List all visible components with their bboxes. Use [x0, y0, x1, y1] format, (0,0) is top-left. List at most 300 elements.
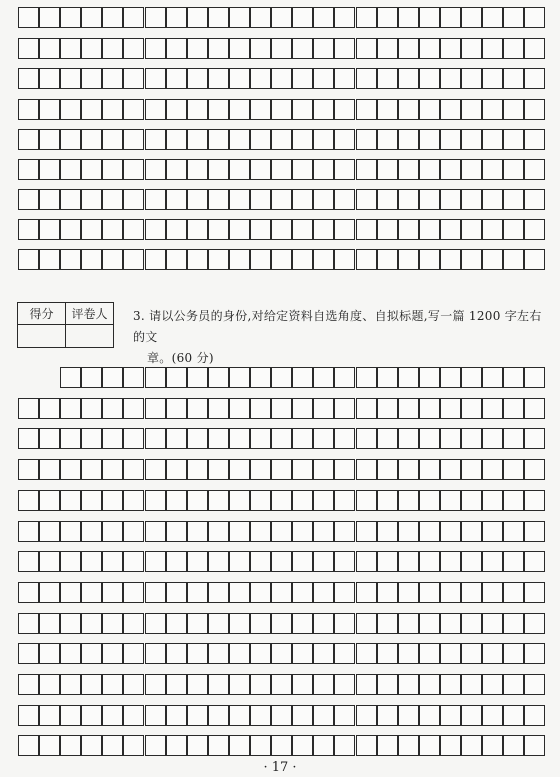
grid-cell[interactable]	[398, 490, 419, 511]
grid-cell[interactable]	[123, 159, 144, 180]
grid-cell[interactable]	[461, 582, 482, 603]
grid-cell[interactable]	[18, 38, 39, 59]
grid-cell[interactable]	[356, 582, 377, 603]
grid-cell[interactable]	[440, 367, 461, 388]
grid-cell[interactable]	[503, 7, 524, 28]
grid-cell[interactable]	[102, 219, 123, 240]
grid-cell[interactable]	[250, 159, 271, 180]
grid-cell[interactable]	[81, 38, 102, 59]
grid-cell[interactable]	[377, 705, 398, 726]
grid-cell[interactable]	[208, 7, 229, 28]
grid-cell[interactable]	[419, 249, 440, 270]
grid-cell[interactable]	[145, 367, 166, 388]
grid-cell[interactable]	[81, 398, 102, 419]
grid-cell[interactable]	[123, 459, 144, 480]
grid-cell[interactable]	[250, 735, 271, 756]
grid-cell[interactable]	[482, 68, 503, 89]
grid-cell[interactable]	[524, 7, 545, 28]
grid-cell[interactable]	[187, 674, 208, 695]
grid-cell[interactable]	[356, 398, 377, 419]
grid-cell[interactable]	[39, 428, 60, 449]
grid-cell[interactable]	[356, 735, 377, 756]
grid-cell[interactable]	[250, 367, 271, 388]
grid-cell[interactable]	[102, 582, 123, 603]
grid-cell[interactable]	[271, 521, 292, 542]
grid-cell[interactable]	[356, 68, 377, 89]
grid-cell[interactable]	[356, 129, 377, 150]
grid-cell[interactable]	[461, 367, 482, 388]
grid-cell[interactable]	[461, 459, 482, 480]
grid-cell[interactable]	[524, 219, 545, 240]
grid-cell[interactable]	[39, 68, 60, 89]
grid-cell[interactable]	[440, 613, 461, 634]
grid-cell[interactable]	[419, 159, 440, 180]
grid-cell[interactable]	[250, 219, 271, 240]
grid-cell[interactable]	[313, 38, 334, 59]
grid-cell[interactable]	[292, 159, 313, 180]
grid-cell[interactable]	[145, 674, 166, 695]
grid-cell[interactable]	[503, 705, 524, 726]
grid-cell[interactable]	[250, 7, 271, 28]
grid-cell[interactable]	[292, 68, 313, 89]
grid-cell[interactable]	[419, 582, 440, 603]
grid-cell[interactable]	[208, 705, 229, 726]
grid-cell[interactable]	[166, 398, 187, 419]
grid-cell[interactable]	[81, 582, 102, 603]
grid-cell[interactable]	[81, 129, 102, 150]
grid-cell[interactable]	[39, 159, 60, 180]
grid-cell[interactable]	[229, 674, 250, 695]
grid-cell[interactable]	[482, 674, 503, 695]
grid-cell[interactable]	[187, 68, 208, 89]
grid-cell[interactable]	[166, 159, 187, 180]
grid-cell[interactable]	[419, 7, 440, 28]
grid-cell[interactable]	[398, 189, 419, 210]
grid-cell[interactable]	[145, 129, 166, 150]
grid-cell[interactable]	[440, 398, 461, 419]
grid-cell[interactable]	[524, 68, 545, 89]
grid-cell[interactable]	[60, 428, 81, 449]
grid-cell[interactable]	[292, 674, 313, 695]
grid-cell[interactable]	[440, 459, 461, 480]
grid-cell[interactable]	[102, 735, 123, 756]
grid-cell[interactable]	[398, 99, 419, 120]
grid-cell[interactable]	[229, 367, 250, 388]
grid-cell[interactable]	[81, 99, 102, 120]
grid-cell[interactable]	[377, 521, 398, 542]
grid-cell[interactable]	[503, 99, 524, 120]
grid-cell[interactable]	[102, 249, 123, 270]
grid-cell[interactable]	[377, 68, 398, 89]
grid-cell[interactable]	[271, 7, 292, 28]
grid-cell[interactable]	[334, 68, 355, 89]
grid-cell[interactable]	[292, 367, 313, 388]
grid-cell[interactable]	[208, 38, 229, 59]
grid-cell[interactable]	[419, 613, 440, 634]
grid-cell[interactable]	[60, 674, 81, 695]
grid-cell[interactable]	[334, 613, 355, 634]
grid-cell[interactable]	[482, 7, 503, 28]
grid-cell[interactable]	[102, 159, 123, 180]
grid-cell[interactable]	[313, 521, 334, 542]
grid-cell[interactable]	[271, 459, 292, 480]
grid-cell[interactable]	[145, 490, 166, 511]
grid-cell[interactable]	[39, 674, 60, 695]
grader-cell[interactable]	[66, 325, 114, 348]
grid-cell[interactable]	[102, 521, 123, 542]
grid-cell[interactable]	[482, 367, 503, 388]
grid-cell[interactable]	[187, 613, 208, 634]
grid-cell[interactable]	[377, 129, 398, 150]
grid-cell[interactable]	[18, 189, 39, 210]
grid-cell[interactable]	[250, 99, 271, 120]
grid-cell[interactable]	[18, 99, 39, 120]
grid-cell[interactable]	[250, 613, 271, 634]
grid-cell[interactable]	[524, 735, 545, 756]
grid-cell[interactable]	[60, 249, 81, 270]
grid-cell[interactable]	[398, 159, 419, 180]
grid-cell[interactable]	[334, 735, 355, 756]
grid-cell[interactable]	[166, 7, 187, 28]
grid-cell[interactable]	[18, 674, 39, 695]
grid-cell[interactable]	[313, 398, 334, 419]
grid-cell[interactable]	[292, 490, 313, 511]
grid-cell[interactable]	[482, 459, 503, 480]
grid-cell[interactable]	[271, 249, 292, 270]
grid-cell[interactable]	[145, 551, 166, 572]
grid-cell[interactable]	[250, 459, 271, 480]
grid-cell[interactable]	[292, 129, 313, 150]
grid-cell[interactable]	[18, 7, 39, 28]
grid-cell[interactable]	[208, 367, 229, 388]
grid-cell[interactable]	[39, 219, 60, 240]
grid-cell[interactable]	[229, 490, 250, 511]
grid-cell[interactable]	[271, 159, 292, 180]
grid-cell[interactable]	[292, 249, 313, 270]
grid-cell[interactable]	[123, 99, 144, 120]
grid-cell[interactable]	[102, 129, 123, 150]
grid-cell[interactable]	[123, 428, 144, 449]
grid-cell[interactable]	[271, 367, 292, 388]
grid-cell[interactable]	[81, 459, 102, 480]
grid-cell[interactable]	[229, 159, 250, 180]
grid-cell[interactable]	[503, 735, 524, 756]
grid-cell[interactable]	[503, 521, 524, 542]
grid-cell[interactable]	[229, 219, 250, 240]
grid-cell[interactable]	[208, 189, 229, 210]
grid-cell[interactable]	[313, 613, 334, 634]
grid-cell[interactable]	[187, 643, 208, 664]
grid-cell[interactable]	[39, 582, 60, 603]
grid-cell[interactable]	[18, 643, 39, 664]
grid-cell[interactable]	[461, 613, 482, 634]
grid-cell[interactable]	[482, 249, 503, 270]
grid-cell[interactable]	[187, 159, 208, 180]
grid-cell[interactable]	[250, 490, 271, 511]
grid-cell[interactable]	[166, 459, 187, 480]
grid-cell[interactable]	[60, 551, 81, 572]
grid-cell[interactable]	[440, 68, 461, 89]
grid-cell[interactable]	[60, 613, 81, 634]
grid-cell[interactable]	[81, 189, 102, 210]
grid-cell[interactable]	[334, 219, 355, 240]
grid-cell[interactable]	[419, 129, 440, 150]
grid-cell[interactable]	[482, 129, 503, 150]
grid-cell[interactable]	[524, 428, 545, 449]
grid-cell[interactable]	[166, 219, 187, 240]
grid-cell[interactable]	[229, 38, 250, 59]
grid-cell[interactable]	[166, 735, 187, 756]
grid-cell[interactable]	[145, 613, 166, 634]
grid-cell[interactable]	[250, 398, 271, 419]
grid-cell[interactable]	[145, 735, 166, 756]
grid-cell[interactable]	[461, 674, 482, 695]
grid-cell[interactable]	[81, 428, 102, 449]
grid-cell[interactable]	[334, 459, 355, 480]
grid-cell[interactable]	[81, 249, 102, 270]
grid-cell[interactable]	[419, 705, 440, 726]
grid-cell[interactable]	[334, 129, 355, 150]
grid-cell[interactable]	[187, 219, 208, 240]
grid-cell[interactable]	[271, 189, 292, 210]
grid-cell[interactable]	[102, 7, 123, 28]
grid-cell[interactable]	[18, 219, 39, 240]
grid-cell[interactable]	[60, 189, 81, 210]
grid-cell[interactable]	[250, 68, 271, 89]
grid-cell[interactable]	[18, 551, 39, 572]
grid-cell[interactable]	[292, 189, 313, 210]
grid-cell[interactable]	[398, 7, 419, 28]
grid-cell[interactable]	[503, 159, 524, 180]
grid-cell[interactable]	[503, 674, 524, 695]
grid-cell[interactable]	[208, 582, 229, 603]
grid-cell[interactable]	[123, 367, 144, 388]
grid-cell[interactable]	[419, 99, 440, 120]
grid-cell[interactable]	[503, 459, 524, 480]
grid-cell[interactable]	[440, 99, 461, 120]
grid-cell[interactable]	[334, 159, 355, 180]
grid-cell[interactable]	[377, 159, 398, 180]
grid-cell[interactable]	[81, 490, 102, 511]
grid-cell[interactable]	[208, 219, 229, 240]
grid-cell[interactable]	[145, 189, 166, 210]
grid-cell[interactable]	[123, 582, 144, 603]
grid-cell[interactable]	[398, 249, 419, 270]
grid-cell[interactable]	[524, 249, 545, 270]
grid-cell[interactable]	[503, 643, 524, 664]
grid-cell[interactable]	[461, 68, 482, 89]
grid-cell[interactable]	[524, 490, 545, 511]
grid-cell[interactable]	[271, 643, 292, 664]
grid-cell[interactable]	[398, 459, 419, 480]
grid-cell[interactable]	[145, 428, 166, 449]
grid-cell[interactable]	[39, 735, 60, 756]
grid-cell[interactable]	[292, 613, 313, 634]
grid-cell[interactable]	[313, 68, 334, 89]
grid-cell[interactable]	[503, 551, 524, 572]
grid-cell[interactable]	[440, 490, 461, 511]
grid-cell[interactable]	[398, 551, 419, 572]
grid-cell[interactable]	[292, 521, 313, 542]
grid-cell[interactable]	[419, 398, 440, 419]
grid-cell[interactable]	[313, 582, 334, 603]
grid-cell[interactable]	[503, 189, 524, 210]
grid-cell[interactable]	[271, 582, 292, 603]
grid-cell[interactable]	[271, 129, 292, 150]
grid-cell[interactable]	[524, 38, 545, 59]
grid-cell[interactable]	[187, 459, 208, 480]
grid-cell[interactable]	[461, 490, 482, 511]
grid-cell[interactable]	[398, 521, 419, 542]
grid-cell[interactable]	[440, 189, 461, 210]
grid-cell[interactable]	[18, 249, 39, 270]
grid-cell[interactable]	[524, 613, 545, 634]
grid-cell[interactable]	[292, 459, 313, 480]
grid-cell[interactable]	[102, 189, 123, 210]
grid-cell[interactable]	[271, 68, 292, 89]
grid-cell[interactable]	[250, 129, 271, 150]
grid-cell[interactable]	[524, 398, 545, 419]
grid-cell[interactable]	[440, 7, 461, 28]
grid-cell[interactable]	[102, 99, 123, 120]
grid-cell[interactable]	[524, 159, 545, 180]
grid-cell[interactable]	[313, 735, 334, 756]
grid-cell[interactable]	[229, 582, 250, 603]
grid-cell[interactable]	[377, 38, 398, 59]
grid-cell[interactable]	[39, 99, 60, 120]
grid-cell[interactable]	[250, 643, 271, 664]
grid-cell[interactable]	[503, 38, 524, 59]
grid-cell[interactable]	[461, 129, 482, 150]
grid-cell[interactable]	[461, 189, 482, 210]
grid-cell[interactable]	[356, 219, 377, 240]
grid-cell[interactable]	[39, 189, 60, 210]
grid-cell[interactable]	[419, 428, 440, 449]
grid-cell[interactable]	[229, 129, 250, 150]
grid-cell[interactable]	[419, 643, 440, 664]
score-cell[interactable]	[18, 325, 66, 348]
grid-cell[interactable]	[419, 367, 440, 388]
grid-cell[interactable]	[377, 551, 398, 572]
grid-cell[interactable]	[503, 129, 524, 150]
grid-cell[interactable]	[398, 582, 419, 603]
grid-cell[interactable]	[123, 490, 144, 511]
grid-cell[interactable]	[313, 99, 334, 120]
grid-cell[interactable]	[123, 129, 144, 150]
grid-cell[interactable]	[60, 68, 81, 89]
grid-cell[interactable]	[123, 674, 144, 695]
grid-cell[interactable]	[81, 674, 102, 695]
grid-cell[interactable]	[145, 705, 166, 726]
grid-cell[interactable]	[60, 398, 81, 419]
grid-cell[interactable]	[187, 490, 208, 511]
grid-cell[interactable]	[187, 129, 208, 150]
grid-cell[interactable]	[18, 159, 39, 180]
grid-cell[interactable]	[39, 459, 60, 480]
grid-cell[interactable]	[208, 490, 229, 511]
grid-cell[interactable]	[524, 521, 545, 542]
grid-cell[interactable]	[440, 428, 461, 449]
grid-cell[interactable]	[271, 490, 292, 511]
grid-cell[interactable]	[81, 7, 102, 28]
grid-cell[interactable]	[419, 459, 440, 480]
grid-cell[interactable]	[60, 129, 81, 150]
grid-cell[interactable]	[524, 189, 545, 210]
grid-cell[interactable]	[145, 249, 166, 270]
grid-cell[interactable]	[102, 674, 123, 695]
grid-cell[interactable]	[145, 159, 166, 180]
grid-cell[interactable]	[208, 643, 229, 664]
grid-cell[interactable]	[60, 367, 81, 388]
grid-cell[interactable]	[398, 398, 419, 419]
grid-cell[interactable]	[187, 189, 208, 210]
grid-cell[interactable]	[419, 189, 440, 210]
grid-cell[interactable]	[271, 99, 292, 120]
grid-cell[interactable]	[250, 189, 271, 210]
grid-cell[interactable]	[503, 68, 524, 89]
grid-cell[interactable]	[461, 249, 482, 270]
grid-cell[interactable]	[166, 705, 187, 726]
grid-cell[interactable]	[398, 38, 419, 59]
grid-cell[interactable]	[208, 398, 229, 419]
grid-cell[interactable]	[229, 68, 250, 89]
grid-cell[interactable]	[250, 428, 271, 449]
grid-cell[interactable]	[102, 551, 123, 572]
grid-cell[interactable]	[292, 643, 313, 664]
grid-cell[interactable]	[292, 428, 313, 449]
grid-cell[interactable]	[398, 674, 419, 695]
grid-cell[interactable]	[60, 99, 81, 120]
grid-cell[interactable]	[398, 428, 419, 449]
grid-cell[interactable]	[123, 551, 144, 572]
grid-cell[interactable]	[18, 521, 39, 542]
grid-cell[interactable]	[503, 398, 524, 419]
grid-cell[interactable]	[356, 490, 377, 511]
grid-cell[interactable]	[356, 613, 377, 634]
grid-cell[interactable]	[18, 490, 39, 511]
grid-cell[interactable]	[166, 613, 187, 634]
grid-cell[interactable]	[145, 582, 166, 603]
grid-cell[interactable]	[503, 428, 524, 449]
grid-cell[interactable]	[356, 428, 377, 449]
grid-cell[interactable]	[39, 521, 60, 542]
grid-cell[interactable]	[440, 551, 461, 572]
grid-cell[interactable]	[313, 490, 334, 511]
grid-cell[interactable]	[166, 38, 187, 59]
grid-cell[interactable]	[440, 129, 461, 150]
grid-cell[interactable]	[377, 219, 398, 240]
grid-cell[interactable]	[313, 219, 334, 240]
grid-cell[interactable]	[482, 551, 503, 572]
grid-cell[interactable]	[39, 551, 60, 572]
grid-cell[interactable]	[229, 705, 250, 726]
grid-cell[interactable]	[419, 490, 440, 511]
grid-cell[interactable]	[81, 551, 102, 572]
grid-cell[interactable]	[313, 7, 334, 28]
grid-cell[interactable]	[398, 68, 419, 89]
grid-cell[interactable]	[334, 521, 355, 542]
grid-cell[interactable]	[356, 705, 377, 726]
grid-cell[interactable]	[60, 582, 81, 603]
grid-cell[interactable]	[229, 643, 250, 664]
grid-cell[interactable]	[271, 613, 292, 634]
grid-cell[interactable]	[503, 613, 524, 634]
grid-cell[interactable]	[102, 68, 123, 89]
grid-cell[interactable]	[208, 129, 229, 150]
grid-cell[interactable]	[250, 38, 271, 59]
grid-cell[interactable]	[440, 521, 461, 542]
grid-cell[interactable]	[419, 551, 440, 572]
